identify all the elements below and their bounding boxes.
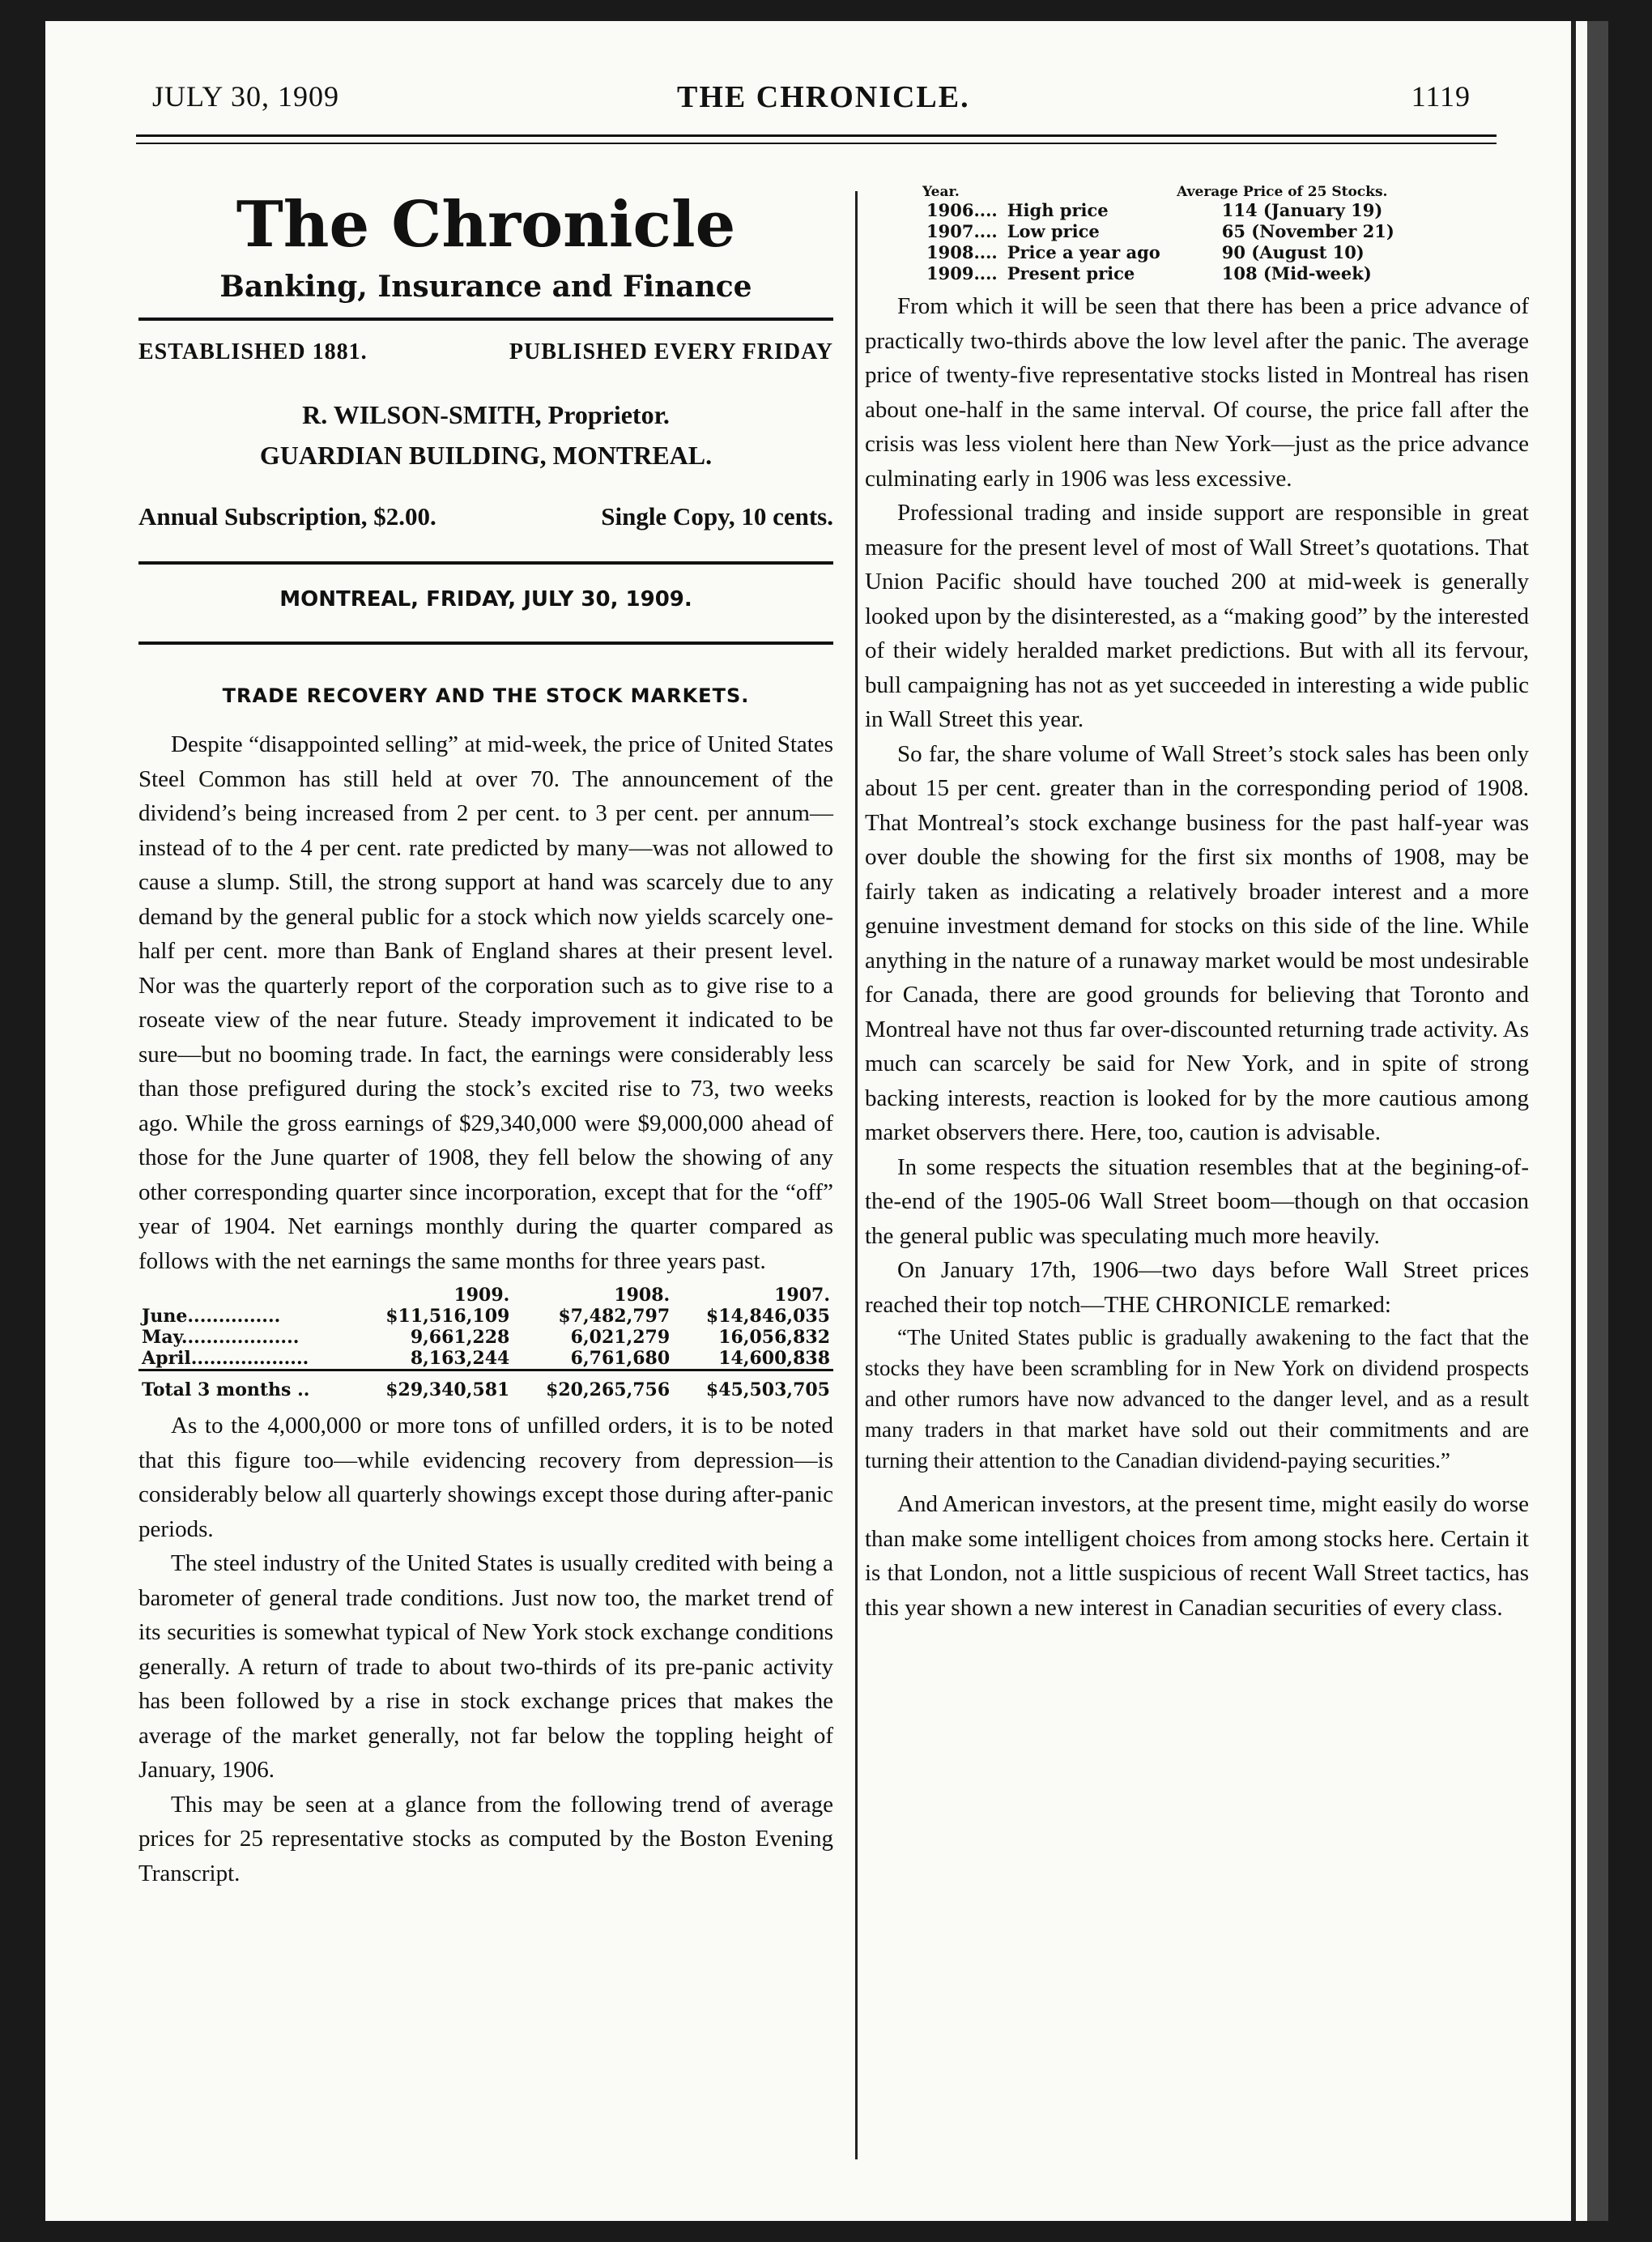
value-1907: $14,846,035 <box>705 1306 830 1327</box>
avg-header-year: Year. <box>922 184 960 200</box>
avg-year: 1909.... <box>926 263 998 283</box>
earnings-header-blank <box>138 1285 353 1306</box>
masthead-rule <box>138 318 833 321</box>
avg-label: Low price <box>1007 221 1100 241</box>
earnings-header-1909: 1909. <box>453 1285 510 1306</box>
masthead-title: The Chronicle <box>236 188 736 262</box>
value-1907: 16,056,832 <box>718 1327 830 1348</box>
paragraph-2: As to the 4,000,000 or more tons of unfilled orders, it is to be noted that this figure too—while evidencing recovery from depression—is considerably below all quarterly showings except those during after-panic periods. <box>138 1413 833 1542</box>
row-label: June............... <box>142 1306 281 1327</box>
table-row <box>138 1306 833 1327</box>
proprietor: R. WILSON-SMITH, Proprietor. <box>302 399 670 429</box>
average-price-table <box>922 184 1399 284</box>
binding-edge <box>1587 21 1608 2221</box>
paragraph-4: This may be seen at a glance from the following trend of average prices for 25 representative stocks as computed by the Boston Evening Transcript. <box>138 1791 833 1886</box>
avg-year: 1906.... <box>926 200 998 220</box>
avg-header-row <box>922 184 1399 200</box>
earnings-table <box>138 1285 833 1400</box>
article-heading: TRADE RECOVERY AND THE STOCK MARKETS. <box>222 684 750 707</box>
paragraph-5: From which it will be seen that there has been a price advance of practically two-thirds above the low level after the panic. The average price of twenty-five representative stocks listed in Montreal has risen about one-half in the same interval. Of course, the price fall after the crisis was less violent here than New York—just as the price advance culminating early in 1906 was less excessive. <box>865 293 1529 492</box>
value-1908: $7,482,797 <box>558 1306 671 1327</box>
total-1908: $20,265,756 <box>513 1370 673 1401</box>
table-row <box>922 263 1399 284</box>
running-head-title: THE CHRONICLE. <box>677 80 970 114</box>
value-1909: 8,163,244 <box>410 1348 510 1369</box>
avg-price: 114 (January 19) <box>1221 200 1383 220</box>
top-rule <box>136 134 1497 137</box>
single-copy: Single Copy, 10 cents. <box>601 501 833 531</box>
value-1908: 6,761,680 <box>570 1348 671 1369</box>
avg-price: 90 (August 10) <box>1221 242 1365 262</box>
value-1907: 14,600,838 <box>718 1348 830 1369</box>
avg-label: High price <box>1007 200 1109 220</box>
published-text: PUBLISHED EVERY FRIDAY <box>509 339 833 364</box>
column-rule <box>855 191 858 2159</box>
paragraph-3: The steel industry of the United States is usually credited with being a barometer of general trade conditions. Just now too, the market trend of its securities is somewhat typical of New York stock exchange conditions generally. A return of trade to about two-thirds of its pre-panic activity has been followed by a rise in stock exchange prices that makes the average of the market generally, not far below the toppling height of January, 1906. <box>138 1550 833 1783</box>
established-text: ESTABLISHED 1881. <box>138 339 368 364</box>
avg-year: 1908.... <box>926 242 998 262</box>
avg-price: 65 (November 21) <box>1221 221 1394 241</box>
avg-year: 1907.... <box>926 221 998 241</box>
row-label: April................... <box>142 1348 309 1369</box>
total-1909: $29,340,581 <box>353 1370 513 1401</box>
running-head-date: JULY 30, 1909 <box>152 80 340 113</box>
binding-line <box>1571 21 1576 2221</box>
avg-header-price: Average Price of 25 Stocks. <box>1177 184 1388 200</box>
table-row <box>922 242 1399 263</box>
avg-label: Price a year ago <box>1007 242 1160 262</box>
right-column <box>865 179 1529 1625</box>
masthead-subtitle: Banking, Insurance and Finance <box>219 270 752 304</box>
row-label: May................... <box>142 1327 300 1348</box>
table-row <box>922 221 1399 242</box>
total-label: Total 3 months .. <box>138 1370 353 1401</box>
value-1908: 6,021,279 <box>570 1327 671 1348</box>
total-1907: $45,503,705 <box>673 1370 833 1401</box>
subscription-row <box>138 500 833 535</box>
left-column <box>138 183 833 1890</box>
top-rule-thin <box>136 143 1497 144</box>
newspaper-page <box>45 21 1608 2221</box>
annual-subscription: Annual Subscription, $2.00. <box>138 501 436 531</box>
earnings-header-row <box>138 1285 833 1306</box>
earnings-header-1908: 1908. <box>614 1285 671 1306</box>
dateline-rule-top <box>138 561 833 565</box>
earnings-header-1907: 1907. <box>774 1285 830 1306</box>
paragraph-9: On January 17th, 1906—two days before Wall Street prices reached their top notch—THE CHRONICLE remarked: <box>865 1257 1529 1318</box>
paragraph-10: And American investors, at the present time, might easily do worse than make some intelligent choices from among stocks here. Certain it is that London, not a little suspicious of recent Wall Street tactics, has this year shown a new interest in Canadian securities of every class. <box>865 1491 1529 1621</box>
dateline: MONTREAL, FRIDAY, JULY 30, 1909. <box>279 587 692 612</box>
paragraph-8: In some respects the situation resembles that at the begining-of-the-end of the 1905-06 Wall Street boom—though on that occasion the general public was speculating much more heavily. <box>865 1153 1529 1249</box>
table-row <box>138 1327 833 1348</box>
established-row <box>138 335 833 370</box>
avg-label: Present price <box>1007 263 1135 283</box>
table-row <box>138 1348 833 1370</box>
table-row <box>922 200 1399 221</box>
total-row <box>138 1370 833 1401</box>
quotation: “The United States public is gradually awakening to the fact that the stocks they have been scrambling for in New York on dividend prospects and other rumors have now advanced to the danger level, and as a result many traders in that market have sold out their commitments and are turning their attention to the Canadian dividend-paying securities.” <box>865 1325 1529 1473</box>
page-number: 1119 <box>1411 80 1471 113</box>
paragraph-1: Despite “disappointed selling” at mid-week, the price of United States Steel Common has still held at over 70. The announcement of the dividend’s being increased from 2 per cent. to 3 per cent. per annum—instead of to the 4 per cent. rate predicted by many—was not allowed to cause a slump. Still, the strong support at hand was scarcely due to any demand by the general public for a stock which now yields scarcely one-half per cent. more than Bank of England shares at their present level. Nor was the quarterly report of the corporation such as to give rise to a roseate view of the near future. Steady improvement it indicated to be sure—but no booming trade. In fact, the earnings were considerably less than those prefigured during the stock’s excited rise to 73, two weeks ago. While the gross earnings of $29,340,000 were $9,000,000 ahead of those for the June quarter of 1908, they fell below the showing of any other corresponding quarter since incorporation, except that for the “off” year of 1904. Net earnings monthly during the quarter compared as follows with the net earnings the same months for three years past. <box>138 731 833 1274</box>
value-1909: 9,661,228 <box>410 1327 510 1348</box>
dateline-rule-bottom <box>138 641 833 645</box>
address: GUARDIAN BUILDING, MONTREAL. <box>259 440 713 470</box>
value-1909: $11,516,109 <box>385 1306 510 1327</box>
paragraph-6: Professional trading and inside support are responsible in great measure for the present level of most of Wall Street’s quotations. That Union Pacific should have touched 200 at mid-week is generally looked upon by the disinterested, as a “making good” by the interested of their widely heralded market predictions. But with all its fervour, bull campaigning has not as yet succeeded in interesting a wide public in Wall Street this year. <box>865 500 1529 732</box>
paragraph-7: So far, the share volume of Wall Street’s stock sales has been only about 15 per cent. greater than in the corresponding period of 1908. That Montreal’s stock exchange business for the past half-year was over double the showing for the first six months of 1908, may be fairly taken as indicating a relatively broader interest and a more genuine investment demand for stocks on this side of the line. While anything in the nature of a runaway market would be most undesirable for Canada, there are good grounds for believing that Toronto and Montreal have not thus far over-discounted returning trade activity. As much can scarcely be said for New York, and in spite of strong backing interests, reaction is looked for by the more cautious among market observers there. Here, too, caution is advisable. <box>865 740 1529 1145</box>
avg-price: 108 (Mid-week) <box>1221 263 1372 283</box>
